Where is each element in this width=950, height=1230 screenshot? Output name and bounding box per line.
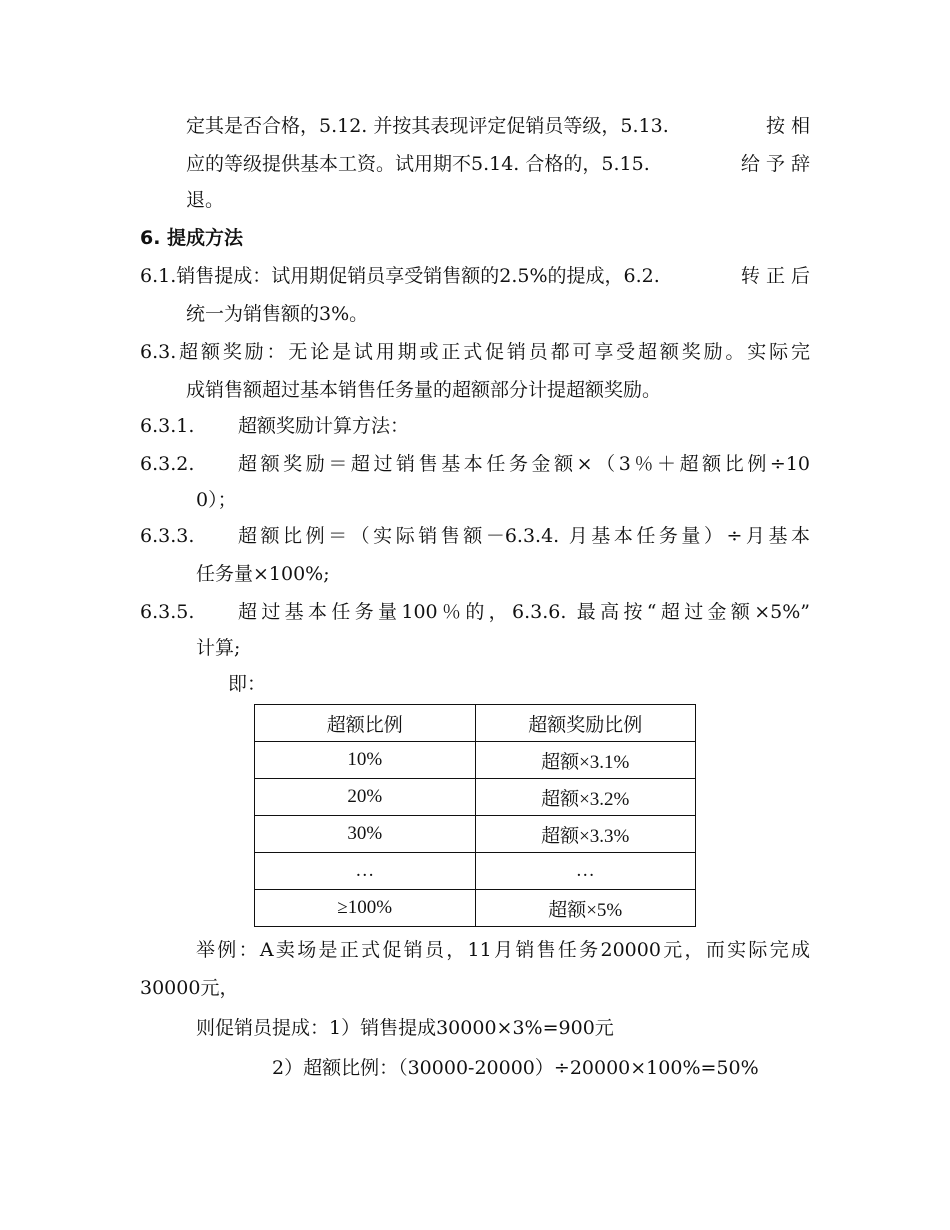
table-header-cell: 超额比例 [255, 705, 476, 742]
paragraph-5-line-1 [186, 114, 810, 138]
paragraph-6-3-3-number: 6.3.3. [140, 525, 195, 547]
table-cell: 30% [255, 816, 476, 853]
table-cell: 20% [255, 779, 476, 816]
section-heading-6: 6. 提成方法 [140, 227, 244, 249]
paragraph-6-3-3-text: 超额比例＝（实际销售额－6.3.4. 月基本任务量）÷月基本 [238, 525, 810, 547]
table-header-row [255, 705, 696, 742]
table-cell: … [475, 853, 696, 890]
paragraph-6-3-2-number: 6.3.2. [140, 453, 195, 475]
paragraph-text: 按 相 [765, 115, 810, 137]
paragraph-6-3-2-text: 超额奖励＝超过销售基本任务金额×（3％＋超额比例÷10 [238, 453, 810, 475]
table-intro-label: 即： [228, 673, 267, 695]
paragraph-5-line-3: 退。 [186, 189, 225, 211]
paragraph-text: 给 予 辞 [740, 153, 810, 175]
paragraph-text: 6.1.销售提成：试用期促销员享受销售额的2.5%的提成，6.2. [140, 265, 660, 287]
table-row [255, 890, 696, 927]
example-line-2: 30000元， [140, 977, 239, 999]
table-cell: 超额×3.2% [475, 779, 696, 816]
table-row [255, 816, 696, 853]
example-line-3: 则促销员提成：1）销售提成30000×3%=900元 [196, 1017, 614, 1039]
paragraph-6-3-2-line-2: 0）； [196, 489, 237, 511]
paragraph-6-1-line-1 [140, 264, 810, 288]
paragraph-5-line-2 [186, 152, 810, 176]
paragraph-text: 转 正 后 [740, 265, 810, 287]
paragraph-6-3-line-1: 6.3.超额奖励：无论是试用期或正式促销员都可享受超额奖励。实际完 [140, 341, 810, 363]
table-cell: 超额×5% [475, 890, 696, 927]
table-row [255, 779, 696, 816]
paragraph-text: 应的等级提供基本工资。试用期不5.14. 合格的，5.15. [186, 153, 650, 175]
bonus-ratio-table [254, 704, 696, 927]
paragraph-6-3-5-text: 超过基本任务量100％的，6.3.6. 最高按“超过金额×5%” [238, 601, 810, 623]
table-header-cell: 超额奖励比例 [475, 705, 696, 742]
paragraph-6-3-5-line-2: 计算; [196, 637, 241, 659]
paragraph-6-3-3-line-2: 任务量×100%; [196, 563, 330, 585]
table-row [255, 742, 696, 779]
table-cell: 10% [255, 742, 476, 779]
paragraph-6-3-1-text: 超额奖励计算方法： [238, 415, 410, 437]
table-cell: 超额×3.1% [475, 742, 696, 779]
paragraph-6-3-line-2: 成销售额超过基本销售任务量的超额部分计提超额奖励。 [186, 379, 662, 401]
table-row [255, 853, 696, 890]
paragraph-text: 定其是否合格，5.12. 并按其表现评定促销员等级，5.13. [186, 115, 669, 137]
paragraph-6-1-line-2: 统一为销售额的3%。 [186, 303, 369, 325]
example-line-1: 举例：A卖场是正式促销员，11月销售任务20000元，而实际完成 [196, 939, 810, 961]
table-cell: … [255, 853, 476, 890]
table-cell: 超额×3.3% [475, 816, 696, 853]
paragraph-6-3-1-number: 6.3.1. [140, 415, 195, 437]
example-line-4: 2）超额比例：（30000-20000）÷20000×100%=50% [272, 1057, 759, 1079]
paragraph-6-3-5-number: 6.3.5. [140, 601, 195, 623]
table-cell: ≥100% [255, 890, 476, 927]
